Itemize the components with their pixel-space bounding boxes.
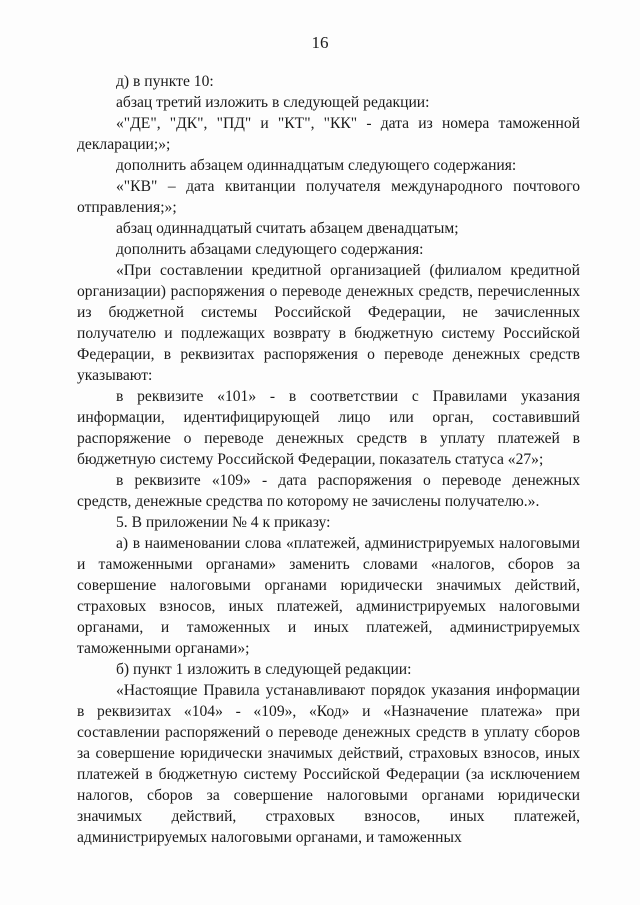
paragraph-8: «При составлении кредитной организацией (филиалом кредитной организации) распоряжения о переводе денежных средств, перечисленных из бюджетной системы Российской Федерации, не зачисленных получателю и подлежащих возврату в бюджетную систему Российской Федерации, в реквизитах распоряжения о переводе денежных средств указывают:: [77, 262, 580, 384]
paragraph-5: «"КВ" – дата квитанции получателя международного почтового отправления;»;: [77, 178, 580, 216]
paragraph-13: б) пункт 1 изложить в следующей редакции:: [116, 661, 412, 678]
page-number: 16: [311, 33, 329, 52]
paragraph-2: абзац третий изложить в следующей редакции:: [116, 94, 430, 111]
paragraph-12: а) в наименовании слова «платежей, администрируемых налоговыми и таможенными органами» заменить словами «налогов, сборов за совершение налоговыми органами юридически значимых действий, страховых взносов, иных платежей, администрируемых налоговыми органами, и таможенных и иных платежей, администрируемых таможенными органами»;: [77, 535, 580, 657]
paragraph-10: в реквизите «109» - дата распоряжения о переводе денежных средств, денежные средства по которому не зачислены получателю.».: [77, 472, 580, 510]
paragraph-3: «"ДЕ", "ДК", "ПД" и "КТ", "КК" - дата из номера таможенной декларации;»;: [77, 115, 580, 153]
paragraph-14: «Настоящие Правила устанавливают порядок указания информации в реквизитах «104» - «109», «Код» и «Назначение платежа» при составлении распоряжений о переводе денежных средств в уплату сборов за совершение юридически значимых действий, страховых взносов, иных платежей в бюджетную систему Российской Федерации (за исключением налогов, сборов за совершение налоговыми органами юридически значимых действий, страховых взносов, иных платежей, администрируемых налоговыми органами, и таможенных: [77, 682, 580, 846]
paragraph-11: 5. В приложении № 4 к приказу:: [116, 514, 331, 531]
paragraph-1: д) в пункте 10:: [116, 73, 214, 90]
paragraph-9: в реквизите «101» - в соответствии с Правилами указания информации, идентифицирующей лицо или орган, составивший распоряжение о переводе денежных средств в уплату платежей в бюджетную систему Российской Федерации, показатель статуса «27»;: [77, 388, 580, 468]
paragraph-6: абзац одиннадцатый считать абзацем двенадцатым;: [116, 220, 459, 237]
paragraph-4: дополнить абзацем одиннадцатым следующего содержания:: [116, 157, 517, 174]
document-body: [77, 71, 580, 848]
paragraph-7: дополнить абзацами следующего содержания:: [116, 241, 424, 258]
